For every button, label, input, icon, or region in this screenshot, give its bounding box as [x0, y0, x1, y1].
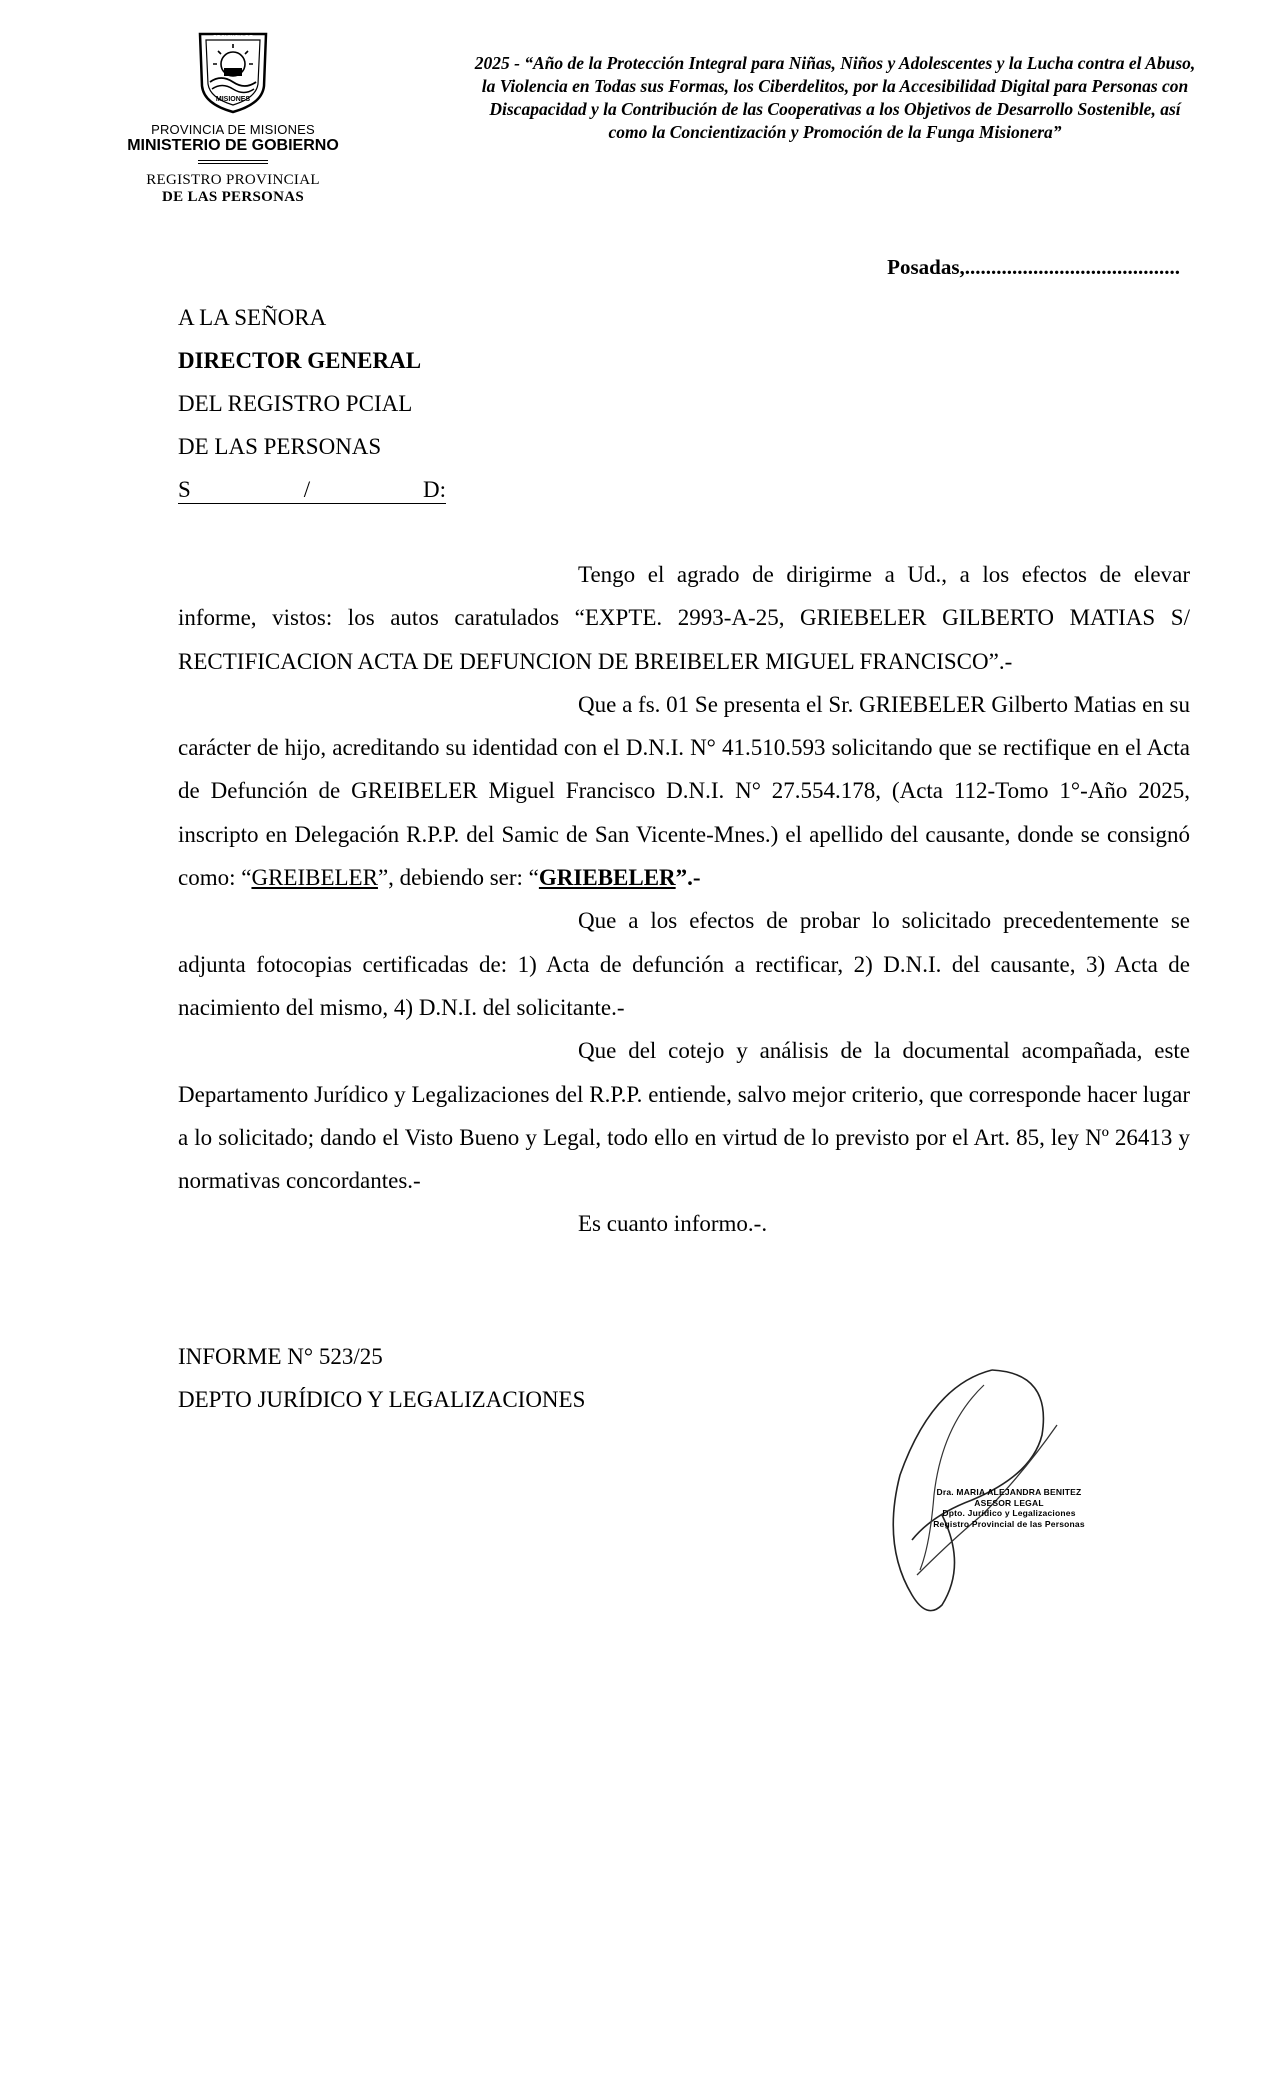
paragraph-documents: Que a los efectos de probar lo solicitado precedentemente se adjunta fotocopias certificadas de: 1) Acta de defunción a rectificar, 2) D.N.I. del causante, 3) Acta de nacimiento del mismo, 4) D.N.I. del solicitante.-	[178, 908, 1190, 1020]
stamp-role: ASESOR LEGAL	[974, 1497, 1044, 1508]
paragraph-opinion: Que del cotejo y análisis de la documental acompañada, este Departamento Jurídico y Legalizaciones del R.P.P. entiende, salvo mejor criterio, que corresponde hacer lugar a lo solicitado; dando el Visto Bueno y Legal, todo ello en virtud de lo previsto por el Art. 85, ley Nº 26413 y normativas concordantes.-	[178, 1038, 1190, 1194]
stamp-name: Dra. MARIA ALEJANDRA BENITEZ	[936, 1487, 1082, 1497]
crest-bottom-text: MISIONES	[215, 96, 251, 103]
paragraph-request	[178, 683, 1190, 899]
report-number: INFORME N° 523/25	[178, 1344, 383, 1369]
wrong-surname: GREIBELER	[251, 865, 378, 891]
sd-salutation	[178, 477, 446, 504]
addressee-line1: A LA SEÑORA	[178, 305, 327, 330]
sd-slash: /	[303, 477, 311, 502]
signature-stamp	[872, 1365, 1087, 1625]
stamp-institution: Registro Provincial de las Personas	[933, 1518, 1085, 1529]
paragraph-intro: Tengo el agrado de dirigirme a Ud., a los efectos de elevar informe, vistos: los autos caratulados “EXPTE. 2993-A-25, GRIEBELER GILBERTO MATIAS S/ RECTIFICACION ACTA DE DEFUNCION DE BREIBELER MIGUEL FRANCISCO”.-	[178, 562, 1190, 674]
ministry-name: MINISTERIO DE GOBIERNO	[127, 137, 339, 154]
registry-name-line1: REGISTRO PROVINCIAL	[146, 172, 320, 188]
letterhead	[108, 26, 358, 206]
addressee-title: DIRECTOR GENERAL	[178, 348, 422, 373]
paragraph-closing: Es cuanto informo.-.	[578, 1211, 768, 1237]
sd-d: D:	[423, 477, 446, 502]
province-coat-of-arms	[188, 26, 278, 116]
department-name: DEPTO JURÍDICO Y LEGALIZACIONES	[178, 1387, 586, 1412]
request-text: Que a fs. 01 Se presenta el Sr. GRIEBELER Gilberto Matias en su carácter de hijo, acreditando su identidad con el D.N.I. N° 41.510.593 solicitando que se rectifique en el Acta de Defunción de GREIBELER Miguel Francisco D.N.I. N° 27.554.178, (Acta 112-Tomo 1°-Año 2025, inscripto en Delegación R.P.P. del Samic de San Vicente-Mnes.) el apellido del causante, donde se consignó como: “	[178, 691, 1190, 891]
request-text-mid: ”, debiendo ser: “	[377, 865, 539, 891]
stamp-department: Dpto. Jurídico y Legalizaciones	[942, 1508, 1076, 1518]
report-reference	[178, 1335, 585, 1421]
legal-advisor-stamp	[924, 1487, 1094, 1529]
report-body	[178, 553, 1190, 1246]
correct-surname: GRIEBELER	[538, 865, 676, 891]
registry-name-line2: DE LAS PERSONAS	[161, 189, 305, 205]
addressee-line3: DEL REGISTRO PCIAL	[178, 391, 413, 416]
sd-s: S	[178, 477, 191, 502]
place-date: Posadas,.........................................	[887, 255, 1180, 279]
addressee-line4: DE LAS PERSONAS	[178, 434, 382, 459]
year-motto: 2025 - “Año de la Protección Integral para Niñas, Niños y Adolescentes y la Lucha contra el Abuso, la Violencia en Todas sus Formas, los Ciberdelitos, por la Accesibilidad Digital para Personas con Discapacidad y la Contribución de las Cooperativas a los Objetivos de Desarrollo Sostenible, así como la Concientización y Promoción de la Funga Misionera”	[474, 53, 1196, 142]
crest-top-text: PROVINCIA DE	[213, 35, 253, 41]
province-name: PROVINCIA DE MISIONES	[151, 122, 315, 137]
addressee-block	[178, 296, 446, 504]
header-divider	[198, 160, 268, 164]
request-text-end: ”.-	[675, 865, 701, 891]
